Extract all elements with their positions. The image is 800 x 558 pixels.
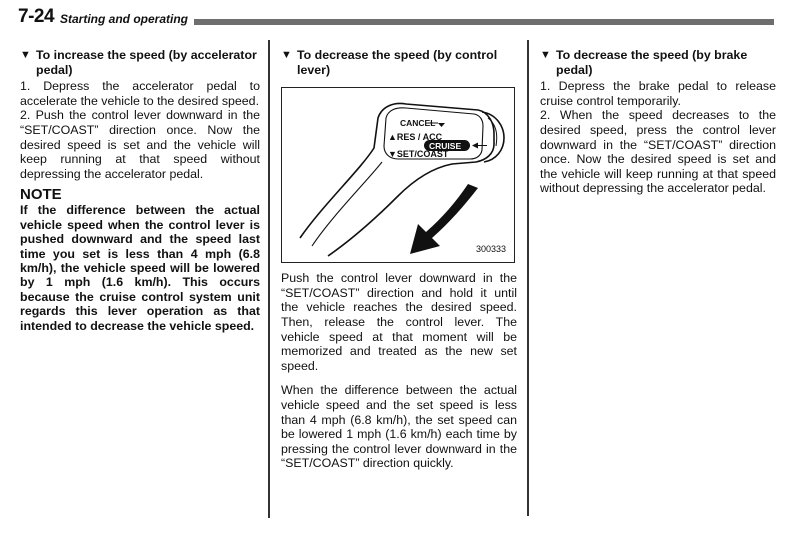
control-lever-illustration: [281, 87, 515, 263]
down-triangle-icon: ▼: [540, 49, 551, 61]
figure-code: 300333: [475, 243, 506, 254]
heading-text: To increase the speed (by accelerator pedal): [36, 48, 257, 77]
cancel-label: CANCEL: [400, 118, 436, 129]
column-decrease-speed-lever: [281, 48, 517, 471]
column-divider-right: [527, 40, 529, 516]
note-text: If the difference between the actual vehicle speed when the control lever is pushed downward and the speed last time you set is less than 4 mph (6.8 km/h), the vehicle speed will be lowered by 1 mph (1.6 km/h). This occurs because the cruise control system unit regards this lever operation as that intended to decrease the vehicle speed.: [20, 203, 260, 333]
heading-increase-speed: [20, 48, 260, 77]
heading-decrease-speed-brake: [540, 48, 776, 77]
paragraph-1: Push the control lever downward in the “SET/COAST” direction and hold it until the vehicle reaches the desired speed. Then, release the control lever. The vehicle speed at that moment will be memorized and treated as the new set speed.: [281, 271, 517, 373]
cruise-label: CRUISE: [429, 141, 462, 152]
heading-decrease-speed-lever: [281, 48, 517, 77]
down-triangle-icon: ▼: [20, 49, 31, 61]
paragraph-2: When the difference between the actual vehicle speed and the set speed is less than 4 mph (6.8 km/h), the set speed can be lowered 1 mph (1.6 km/h) each time by pressing the control lever downward in the “SET/COAST” direction quickly.: [281, 383, 517, 471]
down-triangle-icon: ▼: [281, 49, 292, 61]
section-title: Starting and operating: [60, 12, 189, 26]
heading-text: To decrease the speed (by brake pedal): [556, 48, 748, 77]
column-increase-speed: [20, 48, 260, 333]
step-1: 1. Depress the brake pedal to release cruise control temporarily.: [540, 79, 776, 108]
step-1: 1. Depress the accelerator pedal to accelerate the vehicle to the desired speed.: [20, 79, 260, 108]
step-2: 2. Push the control lever downward in the “SET/COAST” direction once. Now the desired speed is set and the vehicle will keep running at that speed without depressing the accelerator pedal.: [20, 108, 260, 181]
page-header: [18, 6, 775, 28]
column-decrease-speed-brake: [540, 48, 776, 196]
note-title: NOTE: [20, 186, 62, 204]
step-2: 2. When the speed decreases to the desired speed, press the control lever downward in the “SET/COAST” direction once. Now the desired speed is set and the vehicle will keep running at that speed without depressing the accelerator pedal.: [540, 108, 776, 196]
control-lever-drawing: [282, 88, 515, 263]
header-rule: [194, 19, 774, 25]
res-acc-label: ▲RES / ACC: [388, 132, 443, 143]
page-number: 7-24: [18, 6, 55, 27]
heading-text: To decrease the speed (by control lever): [297, 48, 498, 77]
column-divider-left: [268, 40, 270, 518]
set-coast-label: ▼SET/COAST: [388, 149, 449, 160]
